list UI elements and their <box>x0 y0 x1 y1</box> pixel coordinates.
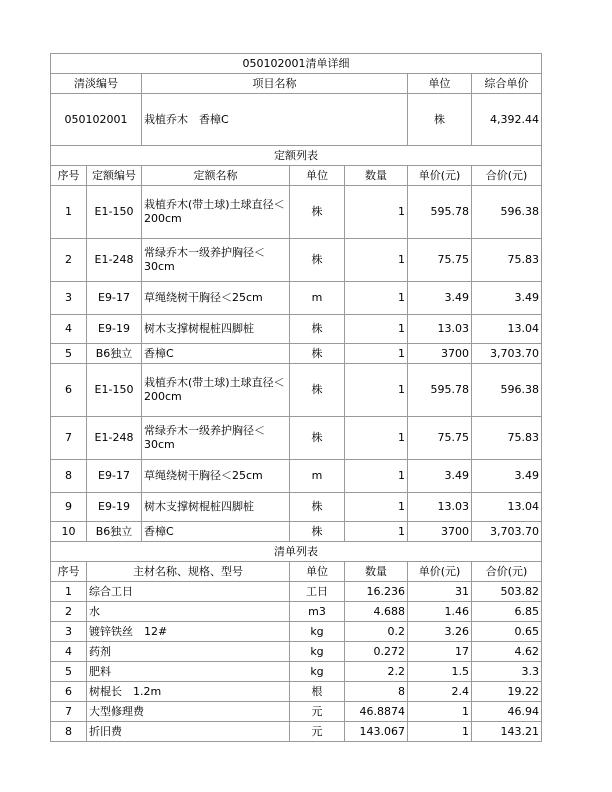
materials-col-price: 单价(元) <box>408 562 472 582</box>
table-row <box>51 344 542 364</box>
row-total: 0.65 <box>472 622 542 642</box>
row-name: 香樟C <box>142 522 290 542</box>
row-name: 栽植乔木(带土球)土球直径＜200cm <box>142 186 290 239</box>
row-total: 19.22 <box>472 682 542 702</box>
row-name: 综合工日 <box>87 582 290 602</box>
row-no: 4 <box>51 315 87 344</box>
row-unit: 株 <box>290 315 345 344</box>
row-name: 大型修理费 <box>87 702 290 722</box>
row-total: 13.04 <box>472 315 542 344</box>
row-unit: 工日 <box>290 582 345 602</box>
quota-header-row <box>51 166 542 186</box>
bill-name: 栽植乔木 香樟C <box>142 94 408 146</box>
table-row <box>51 602 542 622</box>
row-total: 3.49 <box>472 460 542 493</box>
row-total: 4.62 <box>472 642 542 662</box>
table-row <box>51 417 542 460</box>
row-name: 肥料 <box>87 662 290 682</box>
row-name: 镀锌铁丝 12# <box>87 622 290 642</box>
row-price: 2.4 <box>408 682 472 702</box>
row-total: 75.83 <box>472 239 542 282</box>
row-unit: 株 <box>290 493 345 522</box>
row-no: 8 <box>51 722 87 742</box>
row-price: 17 <box>408 642 472 662</box>
table-row <box>51 682 542 702</box>
row-no: 1 <box>51 186 87 239</box>
row-price: 595.78 <box>408 364 472 417</box>
row-qty: 46.8874 <box>345 702 408 722</box>
row-unit: 株 <box>290 344 345 364</box>
row-no: 6 <box>51 682 87 702</box>
row-no: 5 <box>51 662 87 682</box>
header-col-price: 综合单价 <box>472 74 542 94</box>
quota-section-title: 定额列表 <box>51 146 542 166</box>
table-title: 050102001清单详细 <box>51 54 542 74</box>
row-unit: m <box>290 282 345 315</box>
bill-price: 4,392.44 <box>472 94 542 146</box>
bill-unit: 株 <box>408 94 472 146</box>
row-qty: 1 <box>345 417 408 460</box>
row-name: 草绳绕树干胸径＜25cm <box>142 282 290 315</box>
row-code: E1-248 <box>87 239 142 282</box>
row-code: E1-248 <box>87 417 142 460</box>
row-total: 596.38 <box>472 364 542 417</box>
row-no: 8 <box>51 460 87 493</box>
row-price: 13.03 <box>408 315 472 344</box>
row-total: 13.04 <box>472 493 542 522</box>
materials-header-row <box>51 562 542 582</box>
row-price: 3700 <box>408 522 472 542</box>
row-qty: 4.688 <box>345 602 408 622</box>
table-row <box>51 662 542 682</box>
materials-col-total: 合价(元) <box>472 562 542 582</box>
row-qty: 8 <box>345 682 408 702</box>
row-code: E9-19 <box>87 315 142 344</box>
header-col-unit: 单位 <box>408 74 472 94</box>
row-total: 3,703.70 <box>472 522 542 542</box>
row-price: 3.49 <box>408 460 472 493</box>
row-price: 1.5 <box>408 662 472 682</box>
materials-col-name: 主材名称、规格、型号 <box>87 562 290 582</box>
materials-col-no: 序号 <box>51 562 87 582</box>
row-qty: 1 <box>345 186 408 239</box>
row-unit: 根 <box>290 682 345 702</box>
table-row <box>51 702 542 722</box>
row-name: 栽植乔木(带土球)土球直径＜200cm <box>142 364 290 417</box>
header-col-code: 清淡编号 <box>51 74 142 94</box>
row-price: 13.03 <box>408 493 472 522</box>
row-unit: 株 <box>290 417 345 460</box>
row-total: 3.3 <box>472 662 542 682</box>
table-row <box>51 282 542 315</box>
row-qty: 1 <box>345 282 408 315</box>
table-row <box>51 582 542 602</box>
row-qty: 1 <box>345 239 408 282</box>
row-no: 6 <box>51 364 87 417</box>
row-name: 草绳绕树干胸径＜25cm <box>142 460 290 493</box>
bill-code: 050102001 <box>51 94 142 146</box>
row-no: 7 <box>51 702 87 722</box>
row-name: 树木支撑树棍桩四脚桩 <box>142 493 290 522</box>
row-name: 常绿乔木一级养护胸径＜30cm <box>142 417 290 460</box>
row-no: 10 <box>51 522 87 542</box>
row-unit: m <box>290 460 345 493</box>
header-col-name: 项目名称 <box>142 74 408 94</box>
table-row <box>51 186 542 239</box>
row-no: 3 <box>51 282 87 315</box>
row-price: 31 <box>408 582 472 602</box>
row-total: 143.21 <box>472 722 542 742</box>
row-price: 1 <box>408 722 472 742</box>
row-total: 503.82 <box>472 582 542 602</box>
row-unit: 株 <box>290 239 345 282</box>
row-unit: m3 <box>290 602 345 622</box>
table-row <box>51 642 542 662</box>
row-qty: 1 <box>345 364 408 417</box>
row-qty: 2.2 <box>345 662 408 682</box>
row-total: 46.94 <box>472 702 542 722</box>
quota-col-no: 序号 <box>51 166 87 186</box>
row-price: 1 <box>408 702 472 722</box>
table-row <box>51 722 542 742</box>
row-no: 1 <box>51 582 87 602</box>
row-qty: 1 <box>345 344 408 364</box>
row-name: 药剂 <box>87 642 290 662</box>
row-qty: 1 <box>345 315 408 344</box>
row-unit: 株 <box>290 522 345 542</box>
table-row <box>51 364 542 417</box>
row-unit: 株 <box>290 186 345 239</box>
row-code: E9-17 <box>87 460 142 493</box>
materials-col-unit: 单位 <box>290 562 345 582</box>
row-unit: 元 <box>290 702 345 722</box>
row-no: 2 <box>51 602 87 622</box>
row-code: B6独立 <box>87 344 142 364</box>
row-code: E9-19 <box>87 493 142 522</box>
row-name: 常绿乔木一级养护胸径＜30cm <box>142 239 290 282</box>
row-unit: 株 <box>290 364 345 417</box>
table-row <box>51 239 542 282</box>
quota-col-unit: 单位 <box>290 166 345 186</box>
row-price: 1.46 <box>408 602 472 622</box>
row-qty: 1 <box>345 460 408 493</box>
row-total: 6.85 <box>472 602 542 622</box>
row-total: 3.49 <box>472 282 542 315</box>
row-total: 75.83 <box>472 417 542 460</box>
materials-col-qty: 数量 <box>345 562 408 582</box>
row-unit: kg <box>290 662 345 682</box>
quota-col-qty: 数量 <box>345 166 408 186</box>
row-code: E1-150 <box>87 364 142 417</box>
row-no: 9 <box>51 493 87 522</box>
quota-col-name: 定额名称 <box>142 166 290 186</box>
row-price: 75.75 <box>408 239 472 282</box>
bill-detail-table <box>50 53 542 742</box>
table-row <box>51 460 542 493</box>
row-price: 3.49 <box>408 282 472 315</box>
row-qty: 1 <box>345 493 408 522</box>
row-qty: 0.2 <box>345 622 408 642</box>
row-no: 7 <box>51 417 87 460</box>
row-code: E1-150 <box>87 186 142 239</box>
quota-col-code: 定额编号 <box>87 166 142 186</box>
row-code: E9-17 <box>87 282 142 315</box>
row-price: 595.78 <box>408 186 472 239</box>
row-no: 2 <box>51 239 87 282</box>
table-row <box>51 522 542 542</box>
quota-col-total: 合价(元) <box>472 166 542 186</box>
row-qty: 16.236 <box>345 582 408 602</box>
row-qty: 1 <box>345 522 408 542</box>
row-unit: kg <box>290 622 345 642</box>
row-price: 3.26 <box>408 622 472 642</box>
row-total: 596.38 <box>472 186 542 239</box>
row-unit: 元 <box>290 722 345 742</box>
row-price: 3700 <box>408 344 472 364</box>
row-total: 3,703.70 <box>472 344 542 364</box>
row-name: 树木支撑树棍桩四脚桩 <box>142 315 290 344</box>
table-row <box>51 622 542 642</box>
row-name: 水 <box>87 602 290 622</box>
materials-section-title: 清单列表 <box>51 542 542 562</box>
quota-col-price: 单价(元) <box>408 166 472 186</box>
row-name: 树棍长 1.2m <box>87 682 290 702</box>
row-name: 香樟C <box>142 344 290 364</box>
row-code: B6独立 <box>87 522 142 542</box>
row-no: 5 <box>51 344 87 364</box>
row-no: 3 <box>51 622 87 642</box>
row-unit: kg <box>290 642 345 662</box>
row-qty: 143.067 <box>345 722 408 742</box>
row-name: 折旧费 <box>87 722 290 742</box>
table-row <box>51 493 542 522</box>
table-row <box>51 315 542 344</box>
row-no: 4 <box>51 642 87 662</box>
row-qty: 0.272 <box>345 642 408 662</box>
row-price: 75.75 <box>408 417 472 460</box>
